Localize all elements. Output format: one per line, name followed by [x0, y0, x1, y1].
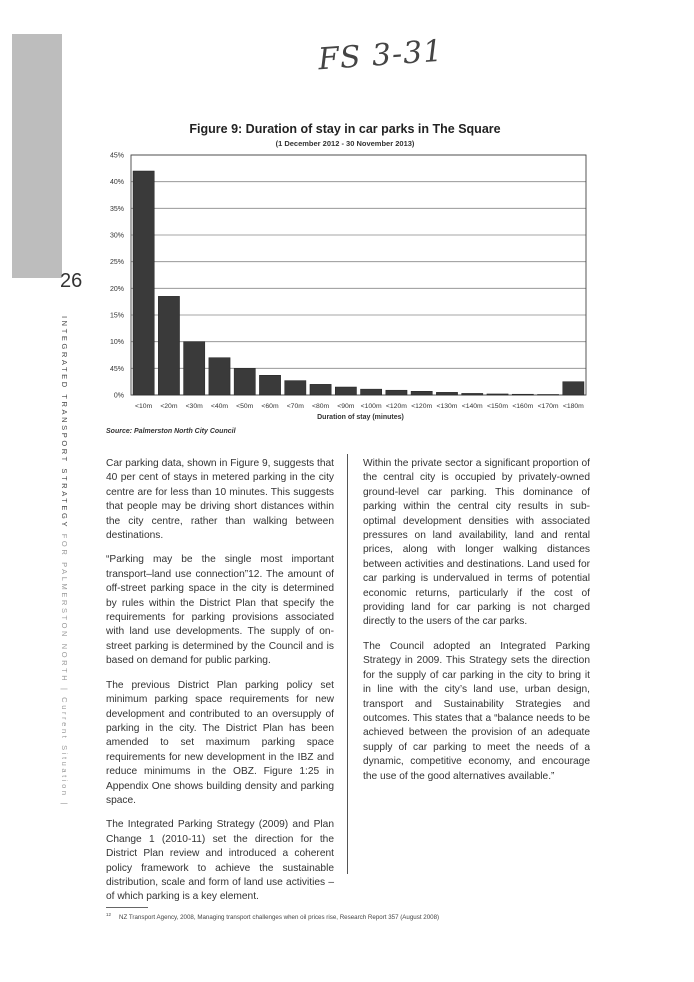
- bar: [436, 392, 457, 395]
- right-paragraph: The Council adopted an Integrated Parking Strategy in 2009. This Strategy sets the direction for the supply of car parking in the city to bring it in line with the city’s land use, urban design, transport and Sustainability Strategies and outcomes. This states that a “balance needs to be achieved between the provision of an adequate supply of car parking to meet the needs of a dynamic, competitive economy, and encourage the use of the good alternatives available.”: [363, 640, 590, 782]
- left-paragraph: The previous District Plan parking policy set minimum parking space requirements for new development and contributed to an oversupply of parking in the city. The District Plan has been amended to set maximum parking space requirements for new development in the IBZ and reduce minimums in the OBZ. Figure 1:25 in Appendix One shows building density and parking space.: [106, 679, 334, 806]
- x-tick-label: <180m: [562, 403, 584, 410]
- bar: [310, 384, 331, 395]
- x-tick-label: <150m: [487, 403, 509, 410]
- handwritten-code: FS 3-31: [316, 33, 445, 78]
- footnote-rule: [106, 907, 148, 908]
- bar: [234, 368, 255, 395]
- bar-chart: [0, 0, 694, 430]
- x-tick-label: <60m: [261, 403, 279, 410]
- x-tick-label: <170m: [537, 403, 559, 410]
- footnote: [106, 912, 439, 921]
- y-tick-label: 35%: [109, 205, 124, 213]
- figure-title: Figure 9: Duration of stay in car parks in The Square: [189, 122, 501, 136]
- x-tick-label: <30m: [185, 403, 203, 410]
- x-tick-label: <120m: [411, 403, 433, 410]
- side-title-section: | Current Situation |: [60, 687, 69, 807]
- bar: [209, 358, 230, 395]
- x-axis-label: Duration of stay (minutes): [317, 414, 404, 421]
- x-tick-label: <70m: [286, 403, 304, 410]
- bar: [285, 381, 306, 395]
- bar: [184, 342, 205, 395]
- bar: [335, 387, 356, 395]
- bar: [512, 394, 533, 395]
- right-paragraph: Within the private sector a significant proportion of the central city is occupied by privately-owned ground-level car parking. This dominance of parking within the central city results in sub-optimal development densities with associated pressures on land availability, land and rental prices, along with longer walking distances between activities and destinations. Land used for car parking is undervalued in terms of potential economic returns, particularly if the cost of providing land for car parking is not charged directly to the users of the car parks.: [363, 458, 590, 628]
- y-tick-label: 0%: [113, 392, 124, 400]
- y-tick-label: 30%: [109, 232, 124, 240]
- footnote-marker: 12: [106, 912, 112, 917]
- left-paragraph: “Parking may be the single most important transport–land use connection”12. The amount of off-street parking space in the city is determined by rules within the District Plan that specify the requirements for parking provisions associated with land use developments. The supply of on-street parking is determined by the Council and is based on demand for public parking.: [106, 554, 334, 667]
- bar: [158, 296, 179, 395]
- y-tick-label: 15%: [109, 312, 124, 320]
- x-tick-label: <120m: [385, 403, 407, 410]
- x-tick-label: <100m: [360, 403, 382, 410]
- left-column: [106, 457, 334, 915]
- bar: [133, 171, 154, 395]
- x-tick-label: <130m: [436, 403, 458, 410]
- x-tick-label: <80m: [311, 403, 330, 410]
- y-tick-label: 20%: [109, 285, 124, 293]
- right-column: [363, 457, 590, 794]
- bar: [411, 391, 432, 395]
- y-tick-label: 40%: [109, 179, 124, 187]
- x-tick-label: <140m: [461, 403, 483, 410]
- footnote-text: NZ Transport Agency, 2008, Managing transport challenges when oil prices rise, Research Report 357 (August 2008): [119, 914, 440, 922]
- x-tick-label: <50m: [236, 403, 254, 410]
- side-title-main: INTEGRATED TRANSPORT STRATEGY: [60, 316, 69, 530]
- x-tick-label: <40m: [210, 403, 229, 410]
- page-number: 26: [60, 270, 83, 292]
- x-tick-label: <20m: [160, 403, 178, 410]
- y-tick-label: 25%: [109, 259, 124, 267]
- bar: [537, 394, 558, 395]
- column-divider: [347, 454, 348, 874]
- bar: [563, 382, 584, 395]
- x-tick-label: <10m: [135, 403, 153, 410]
- bar: [487, 394, 508, 395]
- y-tick-label: 10%: [109, 339, 124, 347]
- bar: [259, 375, 280, 395]
- bar: [462, 393, 483, 395]
- side-title-place: FOR PALMERSTON NORTH: [60, 533, 69, 684]
- y-tick-label: 45%: [109, 365, 124, 373]
- x-tick-label: <90m: [337, 403, 355, 410]
- figure-source: Source: Palmerston North City Council: [106, 428, 236, 435]
- left-paragraph: The Integrated Parking Strategy (2009) and Plan Change 1 (2010-11) set the direction for the District Plan review and introduced a coherent policy framework to achieve the sustainable distribution, scale and form of land use activities – of which parking is a key element.: [106, 819, 334, 903]
- x-tick-label: <160m: [512, 403, 534, 410]
- figure-subtitle: (1 December 2012 - 30 November 2013): [275, 139, 415, 148]
- bar: [386, 390, 407, 395]
- left-paragraph: Car parking data, shown in Figure 9, suggests that 40 per cent of stays in metered parking in the city centre are for less than 10 minutes. This suggests that people may be driving short distances within the city centre, rather than walking between destinations.: [106, 458, 334, 542]
- y-tick-label: 45%: [109, 152, 124, 160]
- bar: [361, 389, 382, 395]
